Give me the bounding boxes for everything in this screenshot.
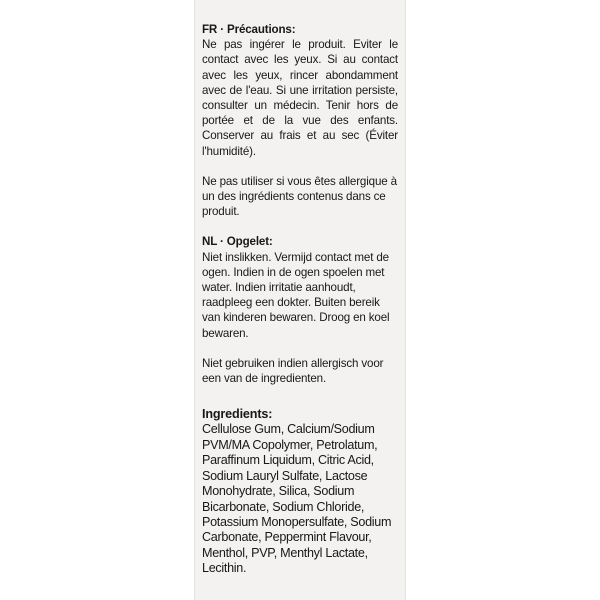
nl-allergy-text: Niet gebruiken indien allergisch voor een van de ingredienten.	[202, 356, 384, 386]
label-text-column	[202, 22, 398, 577]
fr-allergy-text: Ne pas utiliser si vous êtes allergique à un des ingrédients contenus dans ce produit.	[202, 174, 397, 219]
fr-precautions-heading: FR · Précautions:	[202, 23, 296, 36]
nl-precautions-heading: NL · Opgelet:	[202, 235, 273, 249]
spacer	[202, 159, 398, 174]
ingredients-heading: Ingredients:	[202, 407, 273, 422]
spacer	[202, 341, 398, 356]
spacer	[202, 219, 398, 234]
nl-precautions-text: Niet inslikken. Vermijd contact met de ogen. Indien in de ogen spoelen met water. Indien irritatie aanhoudt, raadpleeg een dokter. Buiten bereik van kinderen bewaren. Droog en koel bewaren.	[202, 250, 390, 340]
spacer	[202, 386, 398, 401]
ingredients-list: Cellulose Gum, Calcium/Sodium PVM/MA Copolymer, Petrolatum, Paraffinum Liquidum, Citric Acid, Sodium Lauryl Sulfate, Lactose Monohydrate, Silica, Sodium Bicarbonate, Sodium Chloride, Potassium Monopersulfate, Sodium Carbonate, Peppermint Flavour, Menthol, PVP, Menthyl Lactate, Lecithin.	[202, 422, 392, 576]
fr-precautions-text: Ne pas ingérer le produit. Eviter le contact avec les yeux. Si au contact avec les yeux, rincer abondamment avec de l'eau. Si une irritation persiste, consulter un médecin. Tenir hors de portée et de la vue des enfants. Conserver au frais et au sec (Éviter l'humidité).	[202, 38, 398, 158]
